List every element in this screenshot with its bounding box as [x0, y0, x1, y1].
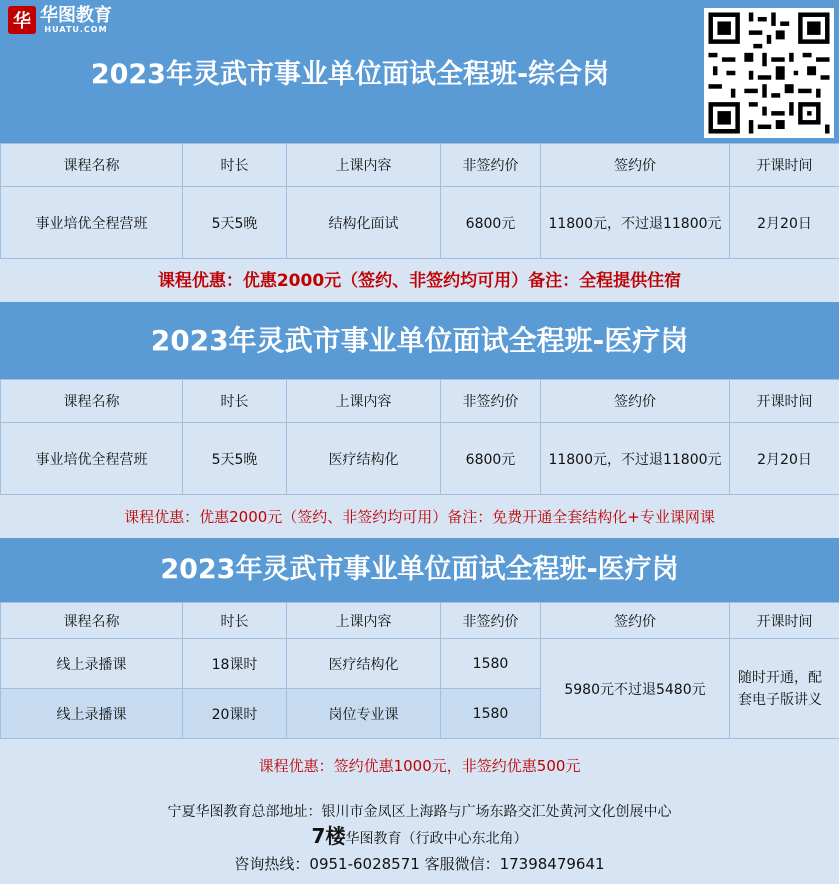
cell-nosign-price: 1580	[441, 639, 541, 689]
cell-nosign-price: 1580	[441, 689, 541, 739]
table-row	[1, 187, 839, 259]
header-content: 上课内容	[287, 144, 441, 187]
huatu-logo	[8, 6, 112, 34]
header-duration: 时长	[183, 603, 287, 639]
header-course-name: 课程名称	[1, 603, 183, 639]
cell-start-time: 2月20日	[730, 423, 839, 495]
table-row	[1, 423, 839, 495]
footer	[0, 793, 839, 884]
section3-table	[0, 602, 839, 739]
header-sign-price: 签约价	[541, 603, 730, 639]
cell-duration: 18课时	[183, 639, 287, 689]
section3-promo: 课程优惠：签约优惠1000元，非签约优惠500元	[0, 738, 839, 793]
cell-duration: 20课时	[183, 689, 287, 739]
cell-content: 岗位专业课	[287, 689, 441, 739]
header-start-time: 开课时间	[730, 144, 839, 187]
logo-mark-icon: 华	[8, 6, 36, 34]
header-nosign-price: 非签约价	[441, 603, 541, 639]
header-start-time: 开课时间	[730, 603, 839, 639]
section1-table	[0, 143, 839, 259]
cell-sign-price: 11800元，不过退11800元	[541, 187, 730, 259]
cell-course-name: 线上录播课	[1, 689, 183, 739]
header-course-name: 课程名称	[1, 144, 183, 187]
footer-hotline: 咨询热线：0951-6028571 客服微信：17398479641	[234, 855, 605, 873]
footer-address: 宁夏华图教育总部地址：银川市金凤区上海路与广场东路交汇处黄河文化创展中心	[167, 804, 672, 820]
cell-sign-price: 5980元不过退5480元	[541, 639, 730, 739]
cell-nosign-price: 6800元	[441, 187, 541, 259]
header-course-name: 课程名称	[1, 380, 183, 423]
header-duration: 时长	[183, 144, 287, 187]
section2-header: 2023年灵武市事业单位面试全程班-医疗岗	[0, 302, 839, 379]
header-content: 上课内容	[287, 380, 441, 423]
header-duration: 时长	[183, 380, 287, 423]
header-nosign-price: 非签约价	[441, 144, 541, 187]
cell-course-name: 事业培优全程营班	[1, 187, 183, 259]
cell-start-time: 2月20日	[730, 187, 839, 259]
header-content: 上课内容	[287, 603, 441, 639]
header-start-time: 开课时间	[730, 380, 839, 423]
cell-course-name: 事业培优全程营班	[1, 423, 183, 495]
cell-sign-price: 11800元，不过退11800元	[541, 423, 730, 495]
header-sign-price: 签约价	[541, 144, 730, 187]
section2-promo: 课程优惠：优惠2000元（签约、非签约均可用）备注：免费开通全套结构化+专业课网课	[0, 494, 839, 538]
cell-content: 医疗结构化	[287, 639, 441, 689]
section1-promo: 课程优惠：优惠2000元（签约、非签约均可用）备注：全程提供住宿	[0, 258, 839, 302]
table-row	[1, 639, 839, 689]
cell-duration: 5天5晚	[183, 187, 287, 259]
header-nosign-price: 非签约价	[441, 380, 541, 423]
cell-content: 医疗结构化	[287, 423, 441, 495]
cell-nosign-price: 6800元	[441, 423, 541, 495]
table-header-row	[1, 144, 839, 187]
cell-content: 结构化面试	[287, 187, 441, 259]
section1-header	[0, 0, 839, 143]
footer-floor: 7楼	[311, 824, 346, 848]
cell-duration: 5天5晚	[183, 423, 287, 495]
cell-start-time: 随时开通，配套电子版讲义	[730, 639, 839, 739]
cell-course-name: 线上录播课	[1, 639, 183, 689]
footer-floor-line	[0, 822, 839, 853]
header-sign-price: 签约价	[541, 380, 730, 423]
qr-code-icon	[704, 8, 834, 138]
table-header-row	[1, 380, 839, 423]
footer-floor-note: 华图教育（行政中心东北角）	[345, 831, 528, 847]
logo-name: 华图教育	[40, 4, 112, 26]
logo-domain: HUATU.COM	[44, 24, 108, 34]
section2-table	[0, 379, 839, 495]
section1-title: 2023年灵武市事业单位面试全程班-综合岗	[90, 59, 610, 90]
table-header-row	[1, 603, 839, 639]
section3-header: 2023年灵武市事业单位面试全程班-医疗岗	[0, 538, 839, 602]
